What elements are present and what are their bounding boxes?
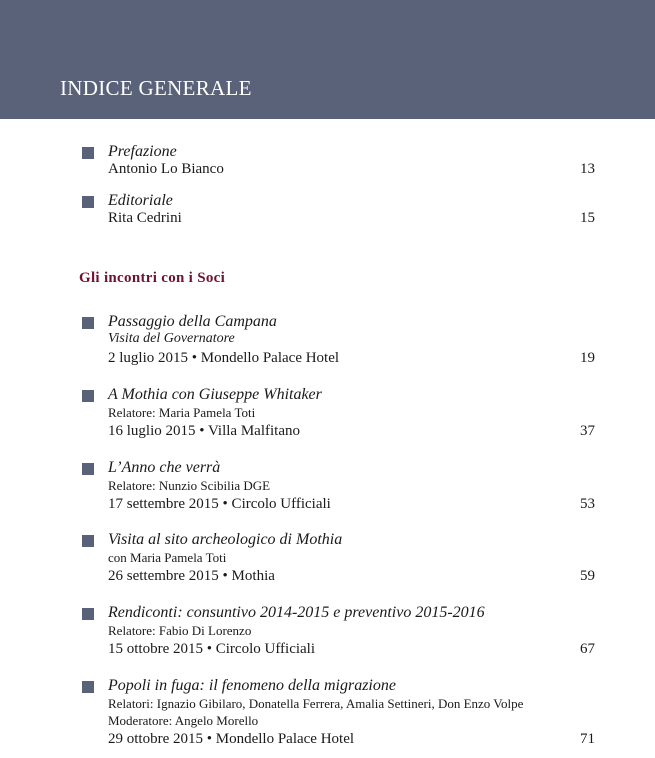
entry-title: Rendiconti: consuntivo 2014-2015 e preventivo 2015-2016	[108, 604, 485, 621]
square-bullet-icon	[82, 317, 94, 329]
entry-subtitle: Visita del Governatore	[108, 331, 235, 346]
entry-detail: 2 luglio 2015 • Mondello Palace Hotel	[108, 350, 340, 366]
entry-page-number: 53	[580, 496, 595, 512]
entry-subtitle: Relatore: Fabio Di Lorenzo	[108, 623, 252, 638]
entry-detail: 29 ottobre 2015 • Mondello Palace Hotel	[108, 731, 355, 747]
entry-page-number: 19	[580, 350, 595, 366]
entry-subtitle: Relatori: Ignazio Gibilaro, Donatella Ferrera, Amalia Settineri, Don Enzo Volpe	[108, 696, 524, 711]
entry-page-number: 37	[580, 423, 595, 439]
entry-subtitle: Relatore: Nunzio Scibilia DGE	[108, 478, 271, 493]
entry-title: Passaggio della Campana	[108, 313, 277, 330]
section-heading: Gli incontri con i Soci	[79, 270, 226, 286]
square-bullet-icon	[82, 681, 94, 693]
square-bullet-icon	[82, 390, 94, 402]
entry-title: Visita al sito archeologico di Mothia	[108, 531, 343, 548]
entry-title: L’Anno che verrà	[108, 459, 221, 476]
entry-page-number: 59	[580, 568, 595, 584]
entry-page-number: 13	[580, 161, 595, 177]
entry-author: Rita Cedrini	[108, 210, 182, 226]
entry-page-number: 71	[580, 731, 595, 747]
entry-title: Editoriale	[108, 192, 173, 209]
page-title: INDICE GENERALE	[60, 76, 252, 100]
entry-detail: 26 settembre 2015 • Mothia	[108, 568, 275, 584]
entry-detail: 17 settembre 2015 • Circolo Ufficiali	[108, 496, 331, 512]
square-bullet-icon	[82, 196, 94, 208]
entry-moderator: Moderatore: Angelo Morello	[108, 713, 259, 728]
square-bullet-icon	[82, 608, 94, 620]
square-bullet-icon	[82, 147, 94, 159]
square-bullet-icon	[82, 535, 94, 547]
entry-title: Popoli in fuga: il fenomeno della migrazione	[108, 677, 396, 694]
square-bullet-icon	[82, 463, 94, 475]
entry-subtitle: con Maria Pamela Toti	[108, 550, 227, 565]
entry-detail: 15 ottobre 2015 • Circolo Ufficiali	[108, 641, 316, 657]
entry-title: Prefazione	[108, 143, 177, 160]
entry-title: A Mothia con Giuseppe Whitaker	[108, 386, 322, 403]
entry-detail: 16 luglio 2015 • Villa Malfitano	[108, 423, 300, 439]
entry-subtitle: Relatore: Maria Pamela Toti	[108, 405, 256, 420]
entry-author: Antonio Lo Bianco	[108, 161, 224, 177]
header-banner	[0, 0, 655, 119]
entry-page-number: 67	[580, 641, 595, 657]
entry-page-number: 15	[580, 210, 595, 226]
